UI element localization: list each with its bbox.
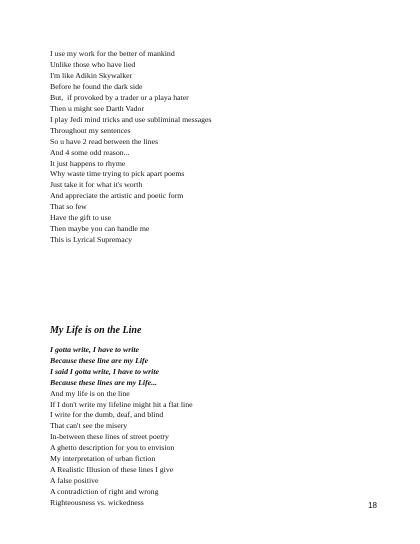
poem-line: Have the gift to use: [50, 213, 112, 223]
poem-line: I use my work for the better of mankind: [50, 49, 175, 58]
poem-line: I write for the dumb, deaf, and blind: [50, 410, 164, 420]
poem-title: My Life is on the Line: [50, 325, 142, 336]
poem-lyrical-supremacy: [50, 49, 212, 246]
poem-line: That can't see the misery: [50, 421, 128, 431]
poem-line-emphasized: I gotta write, I have to write: [50, 345, 140, 354]
poem-line: Then maybe you can handle me: [50, 224, 150, 234]
poem-line: A contradiction of right and wrong: [50, 486, 159, 496]
poem-line: I play Jedi mind tricks and use subliminal messages: [50, 114, 212, 124]
poem-line: Before he found the dark side: [50, 81, 143, 91]
poem-line: And 4 some odd reason...: [50, 147, 130, 157]
poem-line: Throughout my sentences: [50, 125, 131, 135]
poem-line: I'm like Adikin Skywalker: [50, 70, 133, 80]
poem-line: Why waste time trying to pick apart poems: [50, 169, 185, 179]
poem-line: Unlike those who have lied: [50, 59, 136, 69]
poem-line: In-between these lines of street poetry: [50, 432, 169, 442]
poem-line: Just take it for what it's worth: [50, 180, 143, 190]
poem-line-emphasized: Because these line are my Life: [50, 355, 149, 365]
poem-line: If I don't write my lifeline might hit a flat line: [50, 399, 193, 409]
poem-line: Righteousness vs. wickedness: [50, 497, 144, 507]
page-number: 18: [368, 501, 377, 510]
poem-line-emphasized: Because these lines are my Life...: [50, 377, 157, 387]
poem-line: My interpretation of urban fiction: [50, 454, 156, 464]
poem-my-life-is-on-the-line: [50, 345, 193, 509]
poem-line: A false positive: [50, 475, 99, 485]
poem-line: A Realistic Illusion of these lines I give: [50, 464, 174, 474]
poem-line: It just happens to rhyme: [50, 158, 126, 168]
poem-line: But, if provoked by a trader or a playa hater: [50, 92, 189, 102]
poem-line: A ghetto description for you to envision: [50, 443, 175, 453]
poem-line: And appreciate the artistic and poetic form: [50, 191, 184, 201]
poem-line: That so few: [50, 202, 87, 212]
poem-line: This is Lyrical Supremacy: [50, 235, 133, 245]
poem-line: And my life is on the line: [50, 388, 130, 398]
poem-line: Then u might see Darth Vador: [50, 103, 145, 113]
poem-line-emphasized: I said I gotta write, I have to write: [50, 366, 159, 376]
poem-line: So u have 2 read between the lines: [50, 136, 159, 146]
